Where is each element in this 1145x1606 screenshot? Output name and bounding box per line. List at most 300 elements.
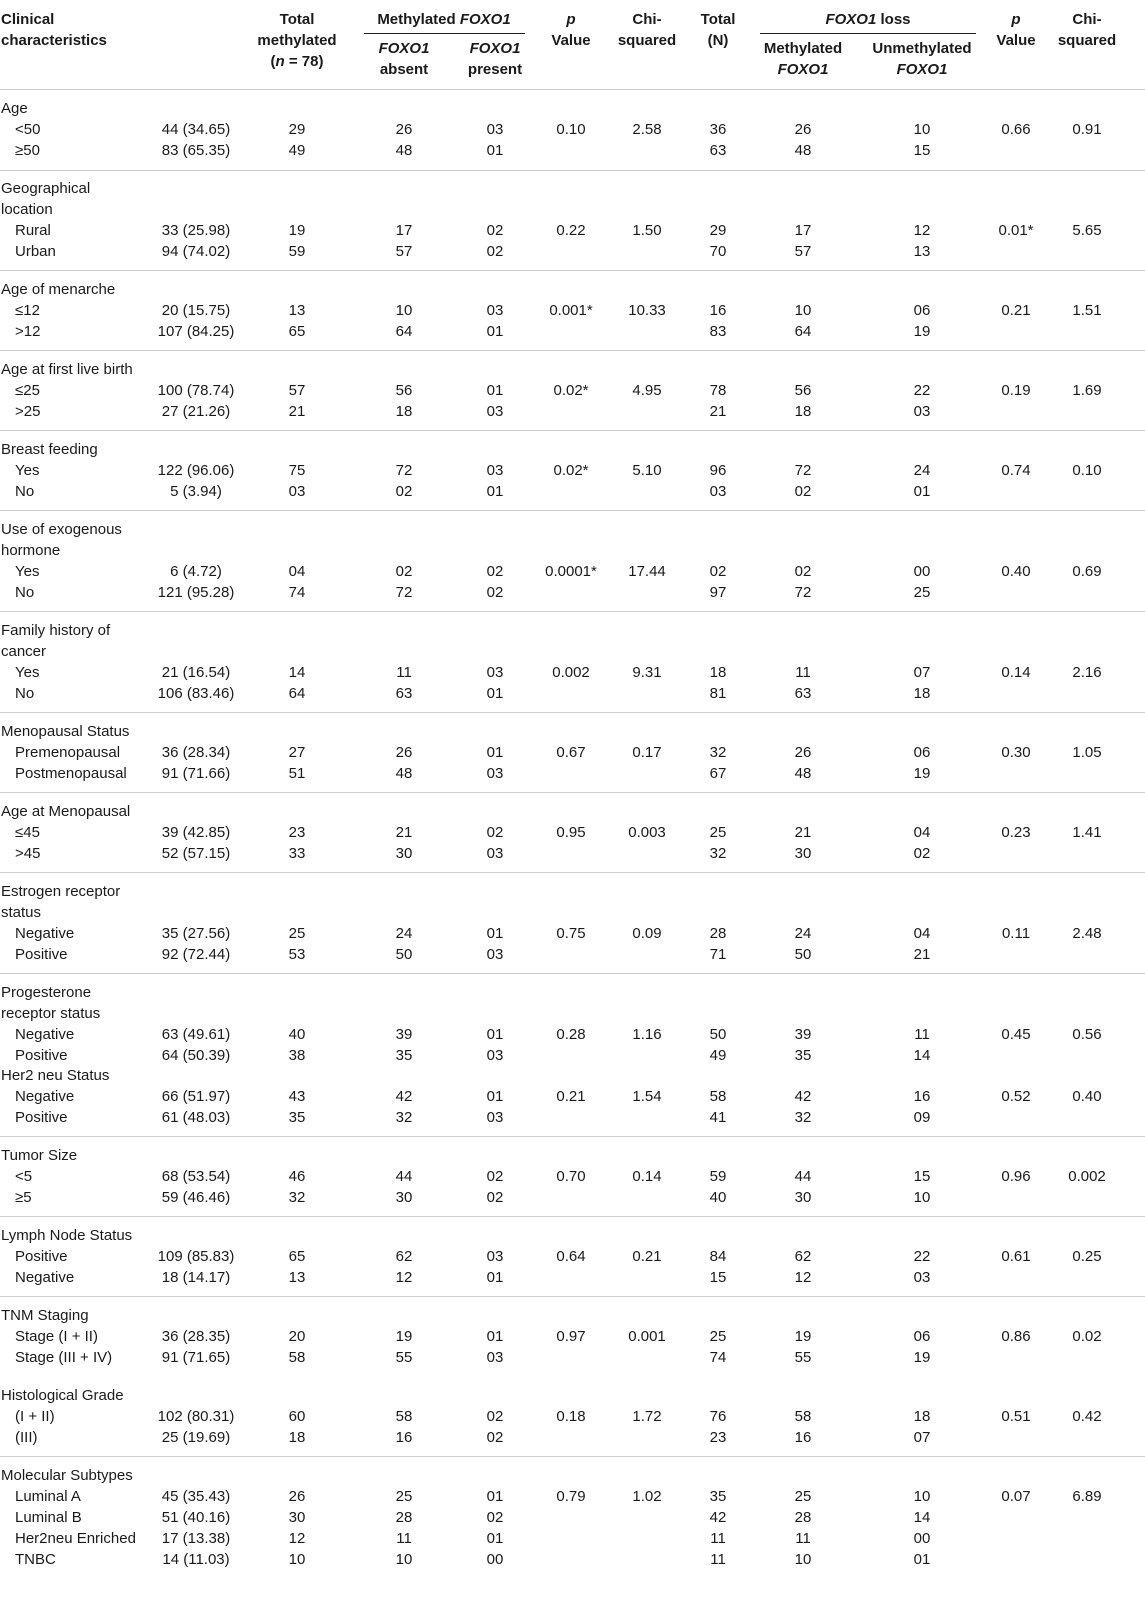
cell-chi1: 5.10: [632, 462, 662, 479]
cell-chi2: 1.69: [1072, 382, 1102, 399]
cell-meth: 25: [794, 1488, 812, 1505]
row-divider: [0, 270, 1145, 271]
cell-unmeth: 04: [913, 824, 931, 841]
cell-count: 36 (28.35): [161, 1328, 231, 1345]
header-loss-underline: [760, 33, 976, 34]
cell-chi1: 1.16: [632, 1026, 662, 1043]
cell-absent: 30: [395, 1189, 413, 1206]
cell-p1: 0.64: [556, 1248, 586, 1265]
cell-count: 6 (4.72): [170, 563, 222, 580]
cell-present: 03: [486, 664, 504, 681]
cell-meth: 62: [794, 1248, 812, 1265]
cell-label: >45: [15, 845, 41, 862]
cell-p1: 0.02*: [553, 382, 589, 399]
header-total-methylated-l3: (n = 78): [270, 53, 324, 70]
cell-chi1: 0.003: [628, 824, 666, 841]
cell-p1: 0.67: [556, 744, 586, 761]
cell-label: Negative: [15, 1269, 75, 1286]
cell-present: 02: [486, 243, 504, 260]
cell-absent: 25: [395, 1488, 413, 1505]
cell-unmeth: 06: [913, 744, 931, 761]
cell-absent: 11: [396, 1530, 412, 1547]
cell-label: (I + II): [15, 1408, 55, 1425]
cell-p2: 0.52: [1001, 1088, 1031, 1105]
cell-total-n: 58: [709, 1088, 727, 1105]
cell-absent: 26: [395, 744, 413, 761]
cell-present: 01: [486, 1088, 504, 1105]
cell-present: 03: [486, 1248, 504, 1265]
cell-total-meth: 21: [288, 403, 306, 420]
cell-count: 59 (46.46): [161, 1189, 231, 1206]
cell-chi2: 2.16: [1072, 664, 1102, 681]
cell-total-meth: 74: [288, 584, 306, 601]
cell-present: 01: [486, 323, 504, 340]
cell-label: Luminal A: [15, 1488, 81, 1505]
row-group-title: Age: [1, 100, 28, 117]
cell-meth: 72: [794, 462, 812, 479]
cell-label: <50: [15, 121, 41, 138]
cell-present: 01: [486, 1328, 504, 1345]
cell-chi2: 5.65: [1072, 222, 1102, 239]
cell-meth: 16: [794, 1429, 812, 1446]
cell-chi1: 4.95: [632, 382, 662, 399]
cell-label: Yes: [15, 563, 40, 580]
cell-unmeth: 00: [913, 563, 931, 580]
cell-count: 83 (65.35): [161, 142, 231, 159]
header-divider: [0, 89, 1145, 90]
cell-present: 02: [486, 824, 504, 841]
header-total-methylated-l2: methylated: [257, 32, 337, 49]
cell-count: 68 (53.54): [161, 1168, 231, 1185]
cell-unmeth: 01: [913, 483, 931, 500]
cell-total-meth: 65: [288, 1248, 306, 1265]
cell-present: 02: [486, 222, 504, 239]
cell-label: No: [15, 483, 35, 500]
cell-meth: 72: [794, 584, 812, 601]
cell-total-meth: 13: [288, 302, 306, 319]
cell-present: 01: [486, 1530, 504, 1547]
cell-p2: 0.74: [1001, 462, 1031, 479]
cell-total-meth: 40: [288, 1026, 306, 1043]
cell-count: 100 (78.74): [157, 382, 235, 399]
cell-unmeth: 06: [913, 1328, 931, 1345]
cell-meth: 42: [794, 1088, 812, 1105]
cell-meth: 12: [794, 1269, 812, 1286]
cell-chi1: 0.14: [632, 1168, 662, 1185]
cell-count: 91 (71.65): [161, 1349, 231, 1366]
header-total-methylated-l1: Total: [279, 11, 315, 28]
cell-absent: 24: [395, 925, 413, 942]
cell-total-meth: 75: [288, 462, 306, 479]
cell-chi2: 0.002: [1068, 1168, 1106, 1185]
row-group-title: Lymph Node Status: [1, 1227, 133, 1244]
cell-meth: 19: [794, 1328, 812, 1345]
cell-count: 51 (40.16): [161, 1509, 231, 1526]
cell-present: 02: [486, 1189, 504, 1206]
row-group-title: Progesterone: [1, 984, 92, 1001]
cell-meth: 11: [795, 1530, 811, 1547]
cell-count: 94 (74.02): [161, 243, 231, 260]
cell-present: 02: [486, 1408, 504, 1425]
cell-meth: 11: [795, 664, 811, 681]
cell-label: >25: [15, 403, 41, 420]
cell-label: Stage (III + IV): [15, 1349, 113, 1366]
cell-chi1: 1.50: [632, 222, 662, 239]
cell-total-n: 32: [709, 744, 727, 761]
row-group-title: Use of exogenous: [1, 521, 122, 538]
cell-absent: 10: [395, 302, 413, 319]
row-group-title: status: [1, 904, 42, 921]
cell-unmeth: 09: [913, 1109, 931, 1126]
cell-label: Yes: [15, 664, 40, 681]
cell-total-meth: 49: [288, 142, 306, 159]
cell-total-n: 16: [709, 302, 727, 319]
cell-total-n: 11: [710, 1530, 726, 1547]
cell-p1: 0.79: [556, 1488, 586, 1505]
cell-p1: 0.22: [556, 222, 586, 239]
cell-meth: 48: [794, 142, 812, 159]
row-group-title: Menopausal Status: [1, 723, 130, 740]
cell-p2: 0.86: [1001, 1328, 1031, 1345]
cell-absent: 19: [395, 1328, 413, 1345]
cell-unmeth: 25: [913, 584, 931, 601]
cell-total-meth: 53: [288, 946, 306, 963]
cell-total-n: 63: [709, 142, 727, 159]
cell-unmeth: 22: [913, 382, 931, 399]
cell-chi1: 9.31: [632, 664, 662, 681]
cell-meth: 64: [794, 323, 812, 340]
cell-absent: 72: [395, 462, 413, 479]
row-divider: [0, 792, 1145, 793]
header-loss-methylated-l2: FOXO1: [777, 61, 829, 78]
cell-unmeth: 19: [913, 1349, 931, 1366]
cell-total-meth: 43: [288, 1088, 306, 1105]
cell-label: ≥50: [15, 142, 40, 159]
cell-p2: 0.96: [1001, 1168, 1031, 1185]
cell-meth: 24: [794, 925, 812, 942]
header-clinical-l2: characteristics: [1, 32, 107, 49]
cell-total-n: 18: [709, 664, 727, 681]
cell-total-n: 49: [709, 1047, 727, 1064]
header-foxo1-absent-l2: absent: [379, 61, 429, 78]
cell-meth: 26: [794, 744, 812, 761]
cell-present: 01: [486, 1488, 504, 1505]
cell-count: 17 (13.38): [161, 1530, 231, 1547]
cell-chi1: 0.17: [632, 744, 662, 761]
cell-count: 92 (72.44): [161, 946, 231, 963]
cell-total-n: 41: [709, 1109, 727, 1126]
cell-count: 35 (27.56): [161, 925, 231, 942]
cell-p1: 0.02*: [553, 462, 589, 479]
cell-total-meth: 38: [288, 1047, 306, 1064]
cell-total-n: 29: [709, 222, 727, 239]
cell-meth: 02: [794, 483, 812, 500]
cell-present: 03: [486, 403, 504, 420]
row-group-title: Age at Menopausal: [1, 803, 131, 820]
cell-present: 02: [486, 584, 504, 601]
cell-p1: 0.0001*: [545, 563, 597, 580]
cell-p2: 0.19: [1001, 382, 1031, 399]
cell-count: 66 (51.97): [161, 1088, 231, 1105]
cell-absent: 21: [395, 824, 413, 841]
cell-total-n: 25: [709, 1328, 727, 1345]
cell-total-n: 02: [709, 563, 727, 580]
cell-chi2: 6.89: [1072, 1488, 1102, 1505]
cell-total-meth: 46: [288, 1168, 306, 1185]
cell-label: Luminal B: [15, 1509, 82, 1526]
cell-present: 02: [486, 1429, 504, 1446]
cell-chi1: 10.33: [628, 302, 666, 319]
cell-unmeth: 03: [913, 403, 931, 420]
cell-chi1: 1.02: [632, 1488, 662, 1505]
cell-total-meth: 18: [288, 1429, 306, 1446]
cell-label: Negative: [15, 1026, 75, 1043]
cell-count: 102 (80.31): [157, 1408, 235, 1425]
cell-total-n: 32: [709, 845, 727, 862]
header-foxo1-absent-l1: FOXO1: [378, 40, 430, 57]
cell-count: 20 (15.75): [161, 302, 231, 319]
cell-total-meth: 20: [288, 1328, 306, 1345]
cell-absent: 63: [395, 685, 413, 702]
row-divider: [0, 510, 1145, 511]
row-group-title: Estrogen receptor: [1, 883, 121, 900]
cell-total-meth: 57: [288, 382, 306, 399]
cell-total-meth: 12: [288, 1530, 306, 1547]
header-total-n-l1: Total: [700, 11, 736, 28]
cell-meth: 18: [794, 403, 812, 420]
cell-label: (III): [15, 1429, 38, 1446]
cell-chi2: 0.91: [1072, 121, 1102, 138]
cell-count: 27 (21.26): [161, 403, 231, 420]
cell-total-n: 76: [709, 1408, 727, 1425]
cell-absent: 11: [396, 664, 412, 681]
row-divider: [0, 1216, 1145, 1217]
cell-present: 01: [486, 382, 504, 399]
cell-meth: 30: [794, 845, 812, 862]
cell-meth: 44: [794, 1168, 812, 1185]
cell-p2: 0.14: [1001, 664, 1031, 681]
cell-unmeth: 15: [913, 142, 931, 159]
cell-total-n: 11: [710, 1551, 726, 1568]
header-p-value-2-l2: Value: [996, 32, 1036, 49]
cell-p1: 0.21: [556, 1088, 586, 1105]
cell-label: ≤25: [15, 382, 40, 399]
cell-total-meth: 14: [288, 664, 306, 681]
cell-total-meth: 65: [288, 323, 306, 340]
row-divider: [0, 712, 1145, 713]
cell-absent: 02: [395, 483, 413, 500]
cell-label: Stage (I + II): [15, 1328, 98, 1345]
row-group-title: location: [1, 201, 53, 218]
cell-present: 03: [486, 121, 504, 138]
cell-unmeth: 03: [913, 1269, 931, 1286]
header-loss-methylated-l1: Methylated: [763, 40, 843, 57]
cell-meth: 21: [794, 824, 812, 841]
cell-chi1: 2.58: [632, 121, 662, 138]
header-p-value-2-l1: p: [1011, 11, 1021, 28]
cell-unmeth: 11: [914, 1026, 930, 1043]
cell-p1: 0.10: [556, 121, 586, 138]
cell-label: Yes: [15, 462, 40, 479]
row-group-title: Tumor Size: [1, 1147, 78, 1164]
cell-p2: 0.11: [1001, 925, 1031, 942]
cell-present: 01: [486, 685, 504, 702]
cell-total-meth: 29: [288, 121, 306, 138]
cell-p2: 0.01*: [998, 222, 1034, 239]
cell-chi2: 1.51: [1072, 302, 1102, 319]
cell-total-n: 71: [709, 946, 727, 963]
cell-total-n: 25: [709, 824, 727, 841]
cell-count: 52 (57.15): [161, 845, 231, 862]
cell-label: No: [15, 685, 35, 702]
cell-total-meth: 51: [288, 765, 306, 782]
cell-chi1: 0.21: [632, 1248, 662, 1265]
header-clinical-l1: Clinical: [1, 11, 55, 28]
cell-meth: 10: [794, 302, 812, 319]
cell-count: 36 (28.34): [161, 744, 231, 761]
cell-unmeth: 19: [913, 765, 931, 782]
row-divider: [0, 170, 1145, 171]
header-chi-1-l2: squared: [617, 32, 677, 49]
cell-chi2: 0.56: [1072, 1026, 1102, 1043]
cell-count: 33 (25.98): [161, 222, 231, 239]
cell-total-meth: 60: [288, 1408, 306, 1425]
cell-total-n: 84: [709, 1248, 727, 1265]
cell-total-n: 81: [709, 685, 727, 702]
cell-chi1: 1.54: [632, 1088, 662, 1105]
cell-unmeth: 18: [913, 1408, 931, 1425]
cell-unmeth: 12: [913, 222, 931, 239]
cell-total-meth: 32: [288, 1189, 306, 1206]
cell-p2: 0.21: [1001, 302, 1031, 319]
cell-present: 03: [486, 462, 504, 479]
cell-total-n: 42: [709, 1509, 727, 1526]
cell-label: ≤12: [15, 302, 40, 319]
cell-count: 44 (34.65): [161, 121, 231, 138]
cell-meth: 17: [794, 222, 812, 239]
cell-total-meth: 13: [288, 1269, 306, 1286]
row-divider: [0, 973, 1145, 974]
cell-unmeth: 07: [913, 1429, 931, 1446]
cell-absent: 42: [395, 1088, 413, 1105]
cell-p2: 0.51: [1001, 1408, 1031, 1425]
cell-p1: 0.70: [556, 1168, 586, 1185]
cell-unmeth: 00: [913, 1530, 931, 1547]
cell-meth: 56: [794, 382, 812, 399]
header-foxo1-present-l1: FOXO1: [469, 40, 521, 57]
cell-total-n: 21: [709, 403, 727, 420]
cell-meth: 50: [794, 946, 812, 963]
cell-chi2: 1.41: [1072, 824, 1102, 841]
cell-unmeth: 18: [913, 685, 931, 702]
cell-label: TNBC: [15, 1551, 56, 1568]
cell-absent: 35: [395, 1047, 413, 1064]
cell-p2: 0.45: [1001, 1026, 1031, 1043]
row-divider: [0, 350, 1145, 351]
cell-absent: 48: [395, 142, 413, 159]
cell-count: 91 (71.66): [161, 765, 231, 782]
cell-unmeth: 10: [913, 121, 931, 138]
cell-meth: 39: [794, 1026, 812, 1043]
cell-absent: 28: [395, 1509, 413, 1526]
header-chi-2-l2: squared: [1057, 32, 1117, 49]
cell-total-n: 03: [709, 483, 727, 500]
cell-unmeth: 22: [913, 1248, 931, 1265]
cell-meth: 63: [794, 685, 812, 702]
cell-label: Negative: [15, 1088, 75, 1105]
cell-count: 14 (11.03): [162, 1551, 230, 1568]
cell-total-meth: 26: [288, 1488, 306, 1505]
cell-meth: 58: [794, 1408, 812, 1425]
cell-total-meth: 19: [288, 222, 306, 239]
cell-p1: 0.18: [556, 1408, 586, 1425]
row-group-title: hormone: [1, 542, 61, 559]
cell-total-n: 96: [709, 462, 727, 479]
cell-total-meth: 23: [288, 824, 306, 841]
cell-label: Positive: [15, 1248, 68, 1265]
row-group-title: Age at first live birth: [1, 361, 133, 378]
row-divider: [0, 611, 1145, 612]
cell-present: 03: [486, 1349, 504, 1366]
cell-total-n: 70: [709, 243, 727, 260]
header-methylated-foxo1-group: Methylated FOXO1: [377, 11, 511, 28]
cell-unmeth: 04: [913, 925, 931, 942]
cell-total-n: 15: [709, 1269, 727, 1286]
cell-chi1: 17.44: [628, 563, 666, 580]
header-p-value-1-l1: p: [566, 11, 576, 28]
cell-p1: 0.97: [556, 1328, 586, 1345]
cell-absent: 58: [395, 1408, 413, 1425]
cell-absent: 55: [395, 1349, 413, 1366]
cell-present: 00: [486, 1551, 504, 1568]
cell-absent: 64: [395, 323, 413, 340]
cell-total-n: 78: [709, 382, 727, 399]
cell-absent: 56: [395, 382, 413, 399]
cell-absent: 32: [395, 1109, 413, 1126]
cell-present: 03: [486, 302, 504, 319]
row-group-title: Family history of: [1, 622, 111, 639]
cell-p2: 0.30: [1001, 744, 1031, 761]
cell-label: Her2neu Enriched: [15, 1530, 136, 1547]
cell-label: Negative: [15, 925, 75, 942]
header-group-underline: [364, 33, 525, 34]
cell-p1: 0.95: [556, 824, 586, 841]
cell-chi2: 0.42: [1072, 1408, 1102, 1425]
cell-unmeth: 16: [913, 1088, 931, 1105]
cell-total-meth: 59: [288, 243, 306, 260]
header-chi-1-l1: Chi-: [632, 11, 662, 28]
row-divider: [0, 430, 1145, 431]
cell-total-n: 83: [709, 323, 727, 340]
cell-label: Rural: [15, 222, 51, 239]
cell-present: 02: [486, 563, 504, 580]
cell-present: 01: [486, 1269, 504, 1286]
cell-present: 01: [486, 483, 504, 500]
row-group-title: receptor status: [1, 1005, 101, 1022]
cell-absent: 48: [395, 765, 413, 782]
row-divider: [0, 1136, 1145, 1137]
cell-label: Urban: [15, 243, 56, 260]
cell-p2: 0.66: [1001, 121, 1031, 138]
cell-total-n: 97: [709, 584, 727, 601]
cell-p1: 0.001*: [549, 302, 593, 319]
cell-absent: 12: [395, 1269, 413, 1286]
cell-total-n: 40: [709, 1189, 727, 1206]
cell-unmeth: 14: [913, 1047, 931, 1064]
row-divider: [0, 1296, 1145, 1297]
cell-label: >12: [15, 323, 41, 340]
cell-absent: 62: [395, 1248, 413, 1265]
